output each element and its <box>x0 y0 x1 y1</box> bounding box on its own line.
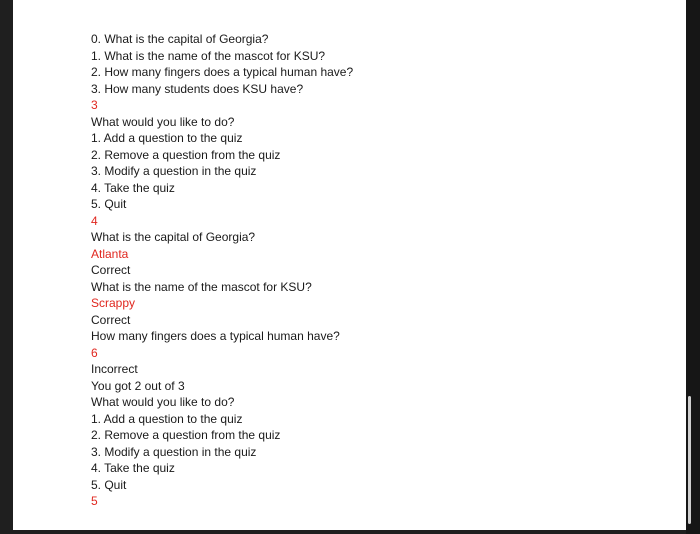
console-line-22: What would you like to do? <box>91 395 235 409</box>
console-line-7: 2. Remove a question from the quiz <box>91 147 281 162</box>
console-user-input-4: Scrappy <box>91 296 136 310</box>
console-user-input-6: 5 <box>91 494 98 508</box>
console-line-3: 3. How many students does KSU have? <box>91 81 304 96</box>
console-line-23: 1. Add a question to the quiz <box>91 411 243 426</box>
console-line-27: 5. Quit <box>91 477 127 492</box>
console-line-8: 3. Modify a question in the quiz <box>91 164 257 178</box>
console-line-1: 1. What is the name of the mascot for KSU? <box>91 48 326 63</box>
console-output <box>91 31 353 510</box>
console-line-6: 1. Add a question to the quiz <box>91 131 243 145</box>
vertical-scrollbar[interactable] <box>688 396 691 524</box>
console-line-9: 4. Take the quiz <box>91 180 175 195</box>
console-line-18: How many fingers does a typical human have? <box>91 329 340 343</box>
console-line-10: 5. Quit <box>91 197 127 211</box>
console-line-20: Incorrect <box>91 362 138 376</box>
console-line-2: 2. How many fingers does a typical human have? <box>91 65 354 79</box>
console-user-input-5: 6 <box>91 345 98 360</box>
console-line-5: What would you like to do? <box>91 114 235 129</box>
console-line-26: 4. Take the quiz <box>91 461 175 475</box>
console-line-25: 3. Modify a question in the quiz <box>91 444 257 459</box>
console-line-17: Correct <box>91 312 131 327</box>
console-user-input-3: Atlanta <box>91 246 129 261</box>
console-line-21: You got 2 out of 3 <box>91 378 185 393</box>
console-line-12: What is the capital of Georgia? <box>91 230 256 244</box>
console-line-15: What is the name of the mascot for KSU? <box>91 279 312 294</box>
console-line-0: 0. What is the capital of Georgia? <box>91 32 269 46</box>
console-user-input-1: 3 <box>91 98 98 112</box>
console-page <box>13 0 686 530</box>
console-user-input-2: 4 <box>91 213 98 228</box>
console-line-14: Correct <box>91 263 131 277</box>
console-line-24: 2. Remove a question from the quiz <box>91 428 281 442</box>
